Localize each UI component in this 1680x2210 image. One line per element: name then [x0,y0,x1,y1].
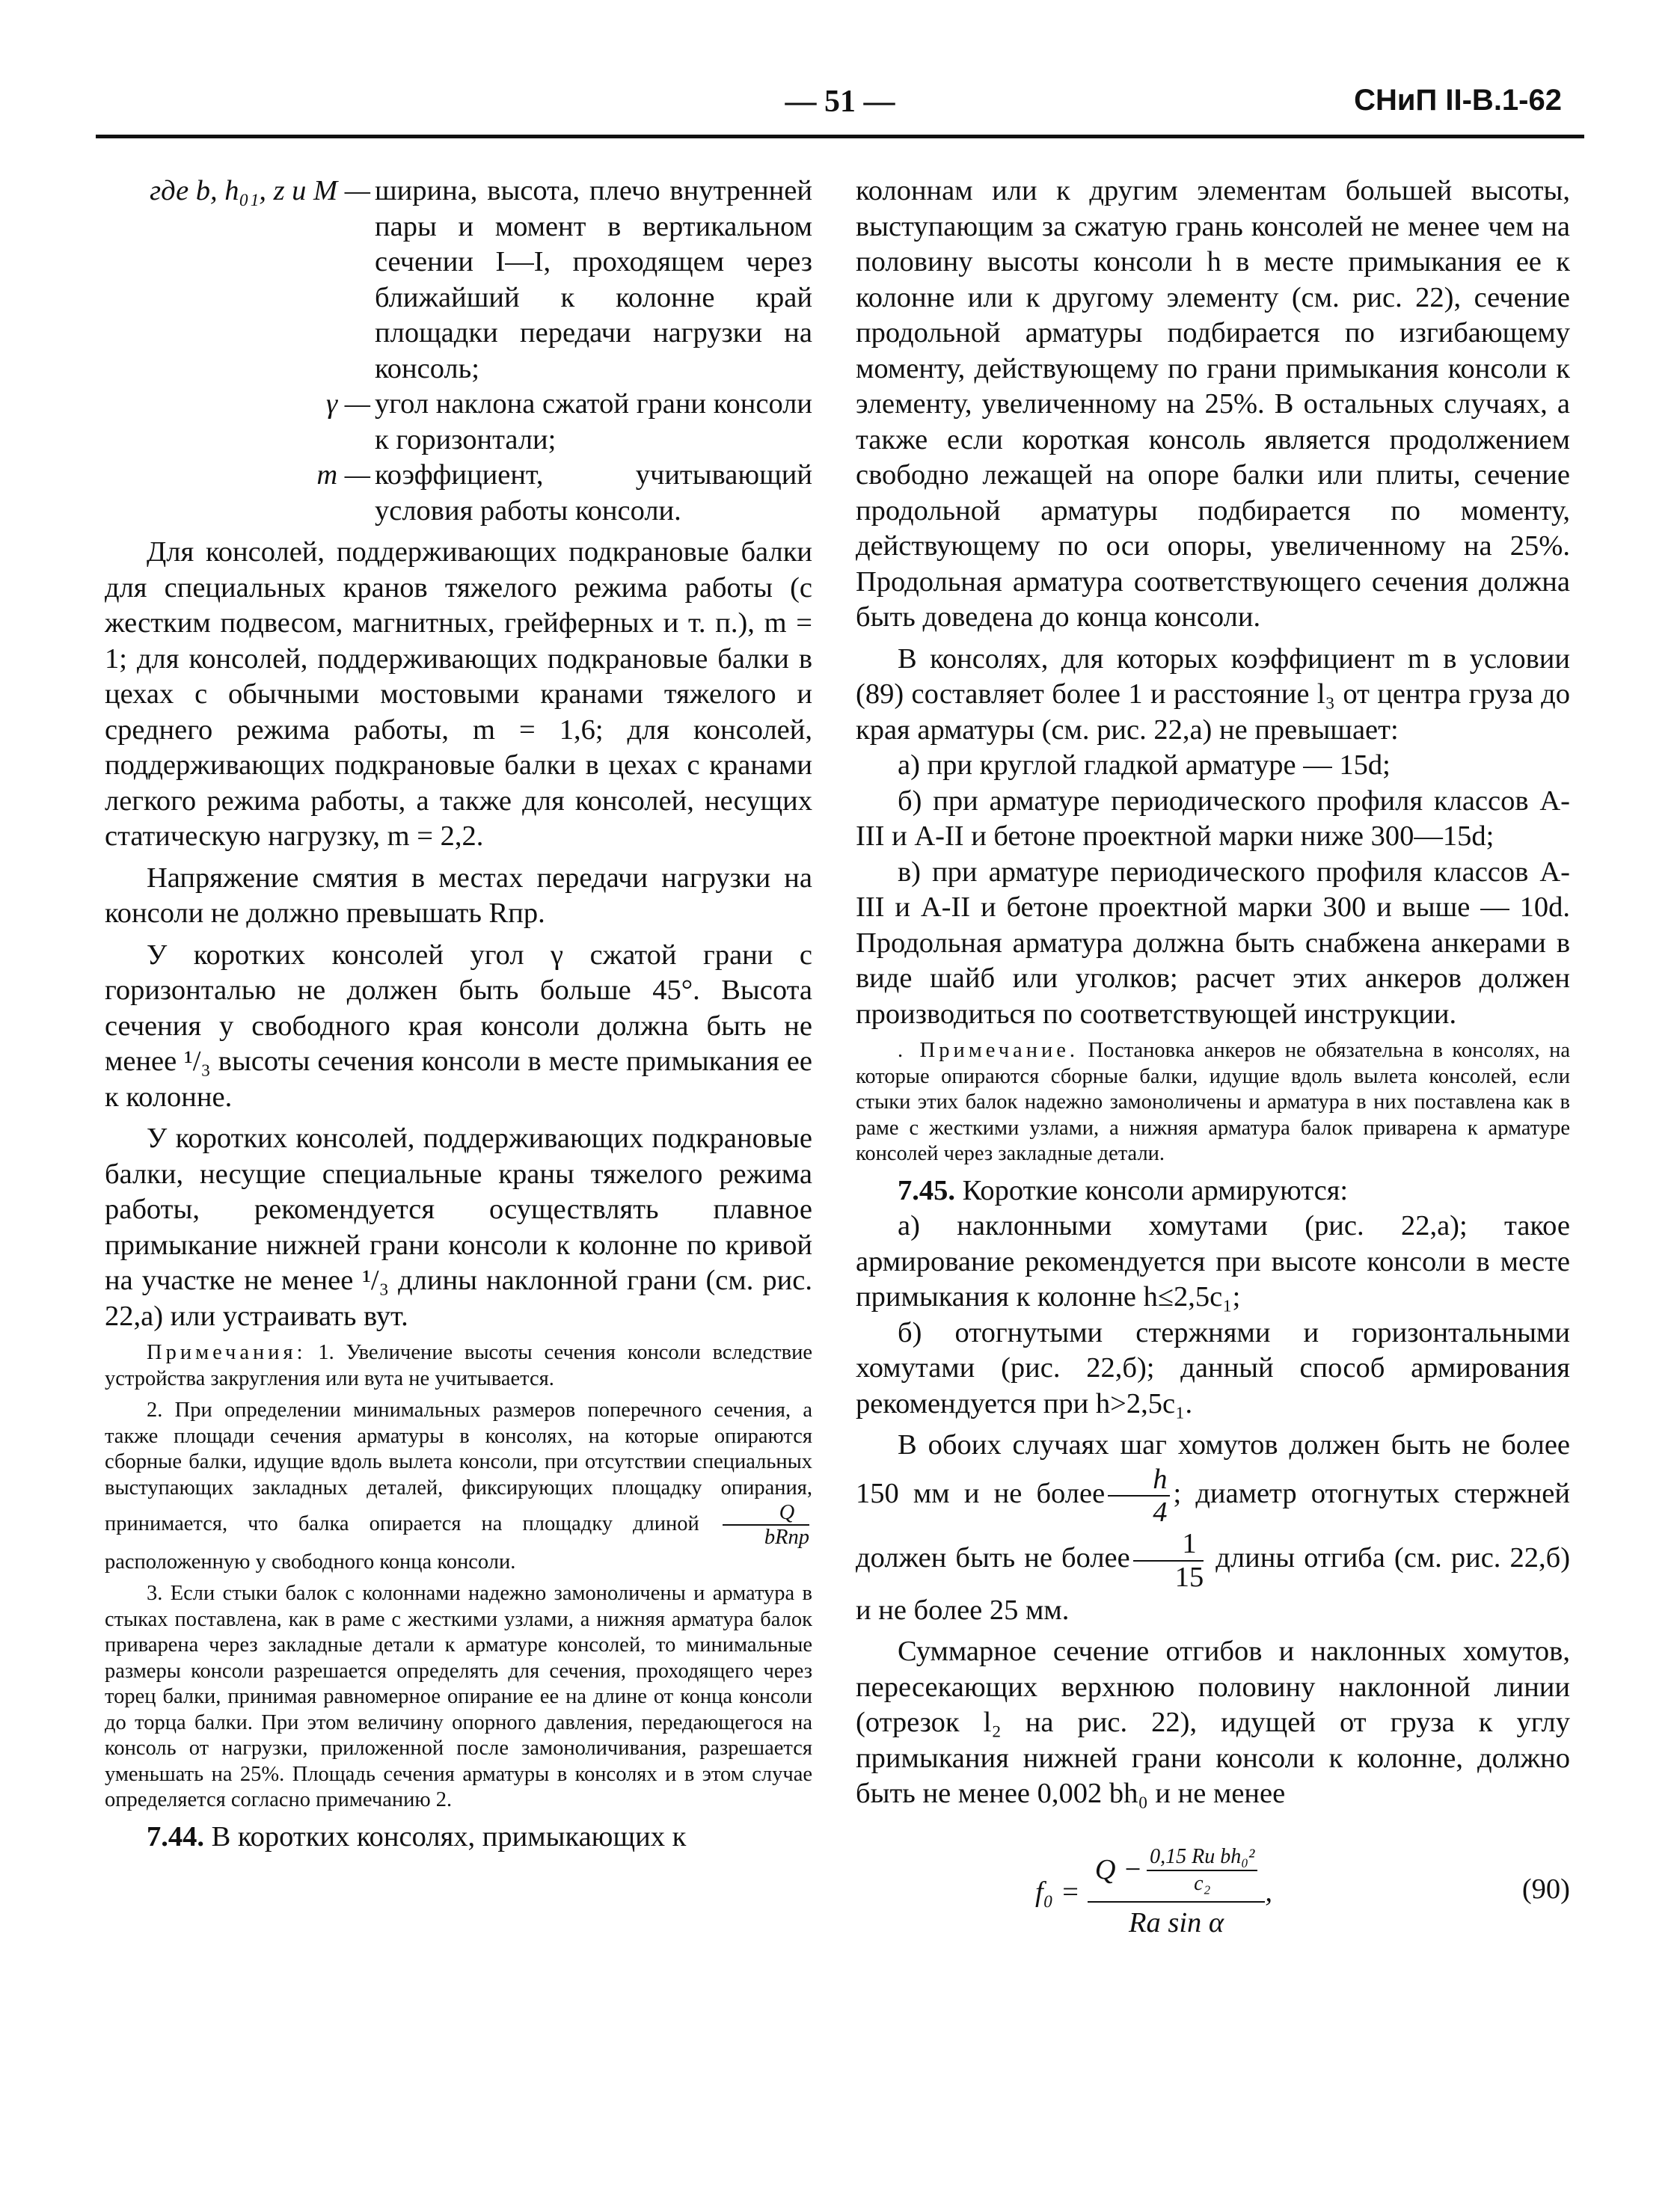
paragraph [856,1428,1570,1628]
formula-inner-fraction [1147,1844,1257,1897]
paragraph-text: В коротких консолях, примыкающих к [211,1820,687,1853]
right-column [856,174,1570,1960]
def-text: ширина, высота, плечо внутренней пары и момент в вертикальном сечении I—I, проходящем через ближайший к колонне край площадки передачи нагрузки на консоль; [375,175,812,384]
paragraph: У коротких консолей, поддерживающих подкрановые балки, несущие специальные краны тяжелого режима работы, рекомендуется осуществлять плавное примыкание нижней грани консоли к колонне по кривой на участке не менее ¹/₃ длины наклонной грани (см. рис. 22,а) или устраивать вут. [105,1123,812,1332]
list-item: а) наклонными хомутами (рис. 22,а); такое армирование рекомендуется при высоте консоли в месте примыкания к колонне h≤2,5c₁; [856,1210,1570,1313]
fraction [1108,1464,1170,1529]
note-3: 3. Если стыки балок с колоннами надежно замоноличены и арматура в стыках поставлена, как в раме с жесткими узлами, а нижняя арматура балок приварена через закладные детали к арматуре консолей, то минимальные размеры консоли разрешается определять для сечения, проходящего через торец балки, принимая равномерное опирание ее на длине от конца консоли до торца балки. При этом величину опорного давления, передающегося на консоль от нагрузки, приложенной после замоноличивания, разрешается уменьшать на 25%. Площадь сечения арматуры в консолях и в этом случае определяется согласно примечанию 2. [105,1582,812,1812]
note-text: 1. Увеличение высоты сечения консоли вследствие устройства закругления или вута не учитывается. [105,1341,812,1390]
formula-tail: , [1265,1876,1272,1909]
note-text: 2. При определении минимальных размеров поперечного сечения, а также площади сечения арматуры в консолях, на которые опираются сборные балки, идущие вдоль вылета консоли, при отсутствии специальных выступающих закладных деталей, фиксирующих площадку опирания, принимается, что балка опирается на площадку длиной [105,1399,812,1535]
section-number: 7.45. [898,1174,955,1206]
paragraph: Для консолей, поддерживающих подкрановые балки для специальных кранов тяжелого режима работы (с жестким подвесом, магнитных, грейферных и т. п.), m = 1; для консолей, поддерживающих подкрановые балки в цехах с обычными мостовыми кранами тяжелого и среднего режима работы, m = 1,6; для консолей, поддерживающих подкрановые балки в цехах с кранами легкого режима работы, а также для консолей, несущих статическую нагрузку, m = 2,2. [105,536,812,852]
paragraph-text: Короткие консоли армируются: [962,1174,1349,1206]
paragraph: В консолях, для которых коэффициент m в условии (89) составляет более 1 и расстояние l₃ от центра груза до края арматуры (см. рис. 22,а) не превышает: [856,642,1570,746]
page-number: — 51 — [785,85,895,119]
paragraph [105,1820,812,1856]
formula-body [1035,1826,1272,1960]
formula-q: Q − [1094,1854,1143,1886]
equation-number: (90) [1521,1873,1570,1905]
formula-denominator: Rа sin α [1128,1907,1224,1939]
list-item: б) при арматуре периодического профиля классов А-III и А-II и бетоне проектной марки ниже 300—15d; [856,785,1570,852]
formula-fraction [1088,1844,1266,1942]
inner-numerator: 0,15 Rи bh₀² [1147,1844,1257,1871]
formula-numerator [1088,1844,1266,1903]
paragraph: У коротких консолей угол γ сжатой грани с горизонталью не должен быть больше 45°. Высота сечения у свободного края консоли должна быть не менее ¹/₃ высоты сечения консоли в месте примыкания ее к колонне. [105,939,812,1113]
page-header [96,81,1584,138]
list-item: а) при круглой гладкой арматуре — 15d; [898,749,1391,781]
fraction-numerator: 1 [1133,1528,1204,1561]
def-term: γ — [325,388,370,420]
note-1 [105,1340,812,1392]
definitions-list [105,174,812,529]
note-text: Постановка анкеров не обязательна в консолях, на которые опираются сборные балки, идущие вдоль вылета консолей, если стыки этих балок надежно замоноличены и арматура в них поставлена как в раме с жесткими узлами, а нижняя арматура балок приварена к арматуре консолей через закладные детали. [856,1039,1571,1165]
paragraph [856,1173,1570,1209]
def-term: m — [316,459,370,491]
section-number: 7.44. [147,1820,204,1853]
note-2 [105,1398,812,1575]
def-term: где b, h₀₁, z и M — [150,175,370,206]
formula-lhs: f₀ = [1035,1876,1080,1909]
fraction-denominator: 4 [1153,1496,1168,1528]
paragraph: Напряжение смятия в местах передачи нагрузки на консоли не должно превышать Rпр. [105,862,812,929]
formula-90 [856,1826,1570,1960]
paragraph-text: В обоих случаях шаг хомутов должен быть не более 150 мм и не более [856,1429,1570,1509]
note-text: расположенную у свободного конца консоли. [105,1550,516,1574]
note-label: Примечания: [147,1341,307,1364]
fraction-denominator: 15 [1174,1561,1204,1593]
note-label: . Примечание. [898,1039,1079,1062]
paragraph-text: длины отгиба (см. рис. 22,б) и не более 25 мм. [856,1542,1571,1626]
left-column [105,174,812,1855]
paragraph-text: ; диаметр отогнутых стержней должен быть не более [856,1477,1570,1574]
fraction-numerator: h [1108,1464,1170,1497]
fraction-denominator: bRпр [764,1526,809,1550]
standard-code: СНиП II-В.1-62 [1354,84,1562,117]
def-text: угол наклона сжатой грани консоли к горизонтали; [375,388,812,455]
fraction-numerator: Q [723,1501,809,1526]
fraction [1133,1528,1204,1593]
list-item: в) при арматуре периодического профиля классов А-III и А-II и бетоне проектной марки 300 и выше — 10d. Продольная арматура должна быть снабжена анкерами в виде шайб или уголков; расчет этих анкеров должен производиться по соответствующей инструкции. [856,856,1570,1030]
list-item: б) отогнутыми стержнями и горизонтальными хомутами (рис. 22,б); данный способ армирования рекомендуется при h>2,5c₁. [856,1316,1570,1419]
fraction [723,1501,809,1550]
def-text: коэффициент, учитывающий условия работы консоли. [375,459,812,527]
paragraph: колоннам или к другим элементам большей высоты, выступающим за сжатую грань консолей не менее чем на половину высоты консоли h в месте примыкания ее к колонне или к другому элементу (см. рис. 22), сечение продольной арматуры подбирается по изгибающему моменту, действующему по грани примыкания консоли к элементу, увеличенному на 25%. В остальных случаях, а также если короткая консоль является продолжением свободно лежащей на опоре балки или плиты, сечение продольной арматуры подбирается по моменту, действующему по оси опоры, увеличенному на 25%. Продольная арматура соответствующего сечения должна быть доведена до конца консоли. [856,175,1570,633]
inner-denominator: c₂ [1194,1872,1211,1896]
paragraph: Суммарное сечение отгибов и наклонных хомутов, пересекающих верхнюю половину наклонной линии (отрезок l₂ на рис. 22), идущей от груза к углу примыкания нижней грани консоли к колонне, должно быть не менее 0,002 bh₀ и не менее [856,1636,1570,1810]
note [856,1038,1570,1167]
